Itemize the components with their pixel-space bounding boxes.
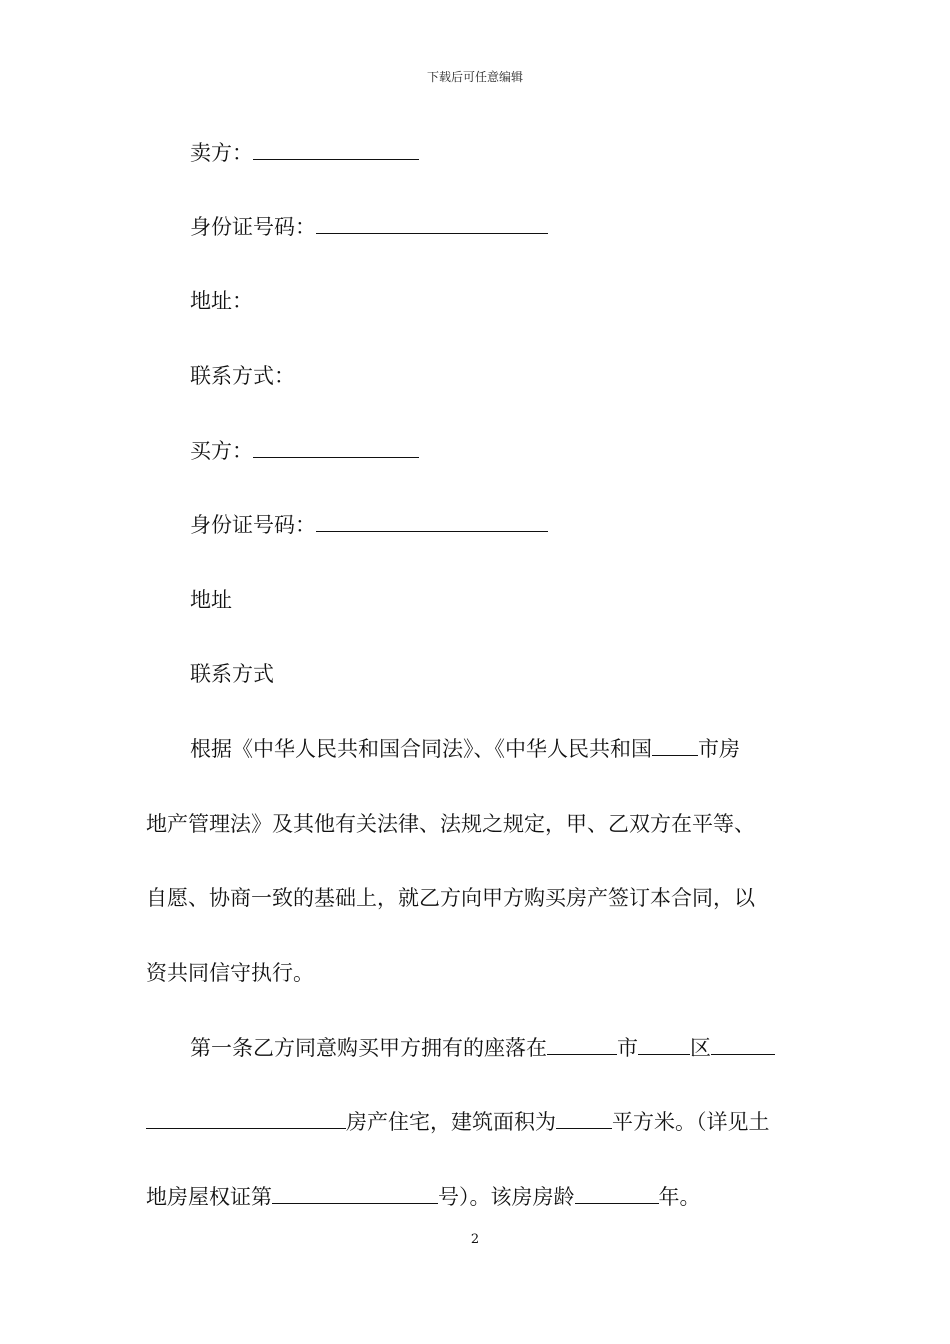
seller-address-label: 地址： bbox=[190, 289, 253, 313]
buyer-contact-label: 联系方式 bbox=[190, 662, 274, 686]
article1-age-blank[interactable] bbox=[575, 1183, 659, 1204]
article1-certificate-blank[interactable] bbox=[272, 1183, 438, 1204]
article1-line-2 bbox=[146, 1107, 770, 1137]
article1-district-blank[interactable] bbox=[638, 1034, 690, 1055]
article1-line-2-text: 房产住宅，建筑面积为 bbox=[346, 1110, 556, 1134]
article1-line-1-text: 第一条乙方同意购买甲方拥有的座落在 bbox=[190, 1036, 547, 1060]
buyer-label: 买方： bbox=[190, 439, 253, 463]
city-blank[interactable] bbox=[652, 735, 698, 756]
preamble-line-2: 地产管理法》及其他有关法律、法规之规定，甲、乙双方在平等、 bbox=[146, 812, 755, 836]
preamble-line-1 bbox=[190, 734, 740, 764]
seller-contact-label: 联系方式： bbox=[190, 364, 295, 388]
buyer-blank[interactable] bbox=[253, 437, 419, 458]
article1-city-blank[interactable] bbox=[547, 1034, 617, 1055]
preamble-line-1-end: 市房 bbox=[698, 737, 740, 761]
article1-district-label: 区 bbox=[690, 1036, 711, 1060]
buyer-id-line bbox=[190, 510, 548, 540]
article1-line-3-mid: 号）。该房房龄 bbox=[438, 1185, 575, 1209]
page-header: 下载后可任意编辑 bbox=[426, 70, 523, 84]
article1-address-blank[interactable] bbox=[146, 1108, 346, 1129]
seller-id-blank[interactable] bbox=[316, 213, 548, 234]
article1-street-blank[interactable] bbox=[711, 1034, 775, 1055]
article1-line-3 bbox=[146, 1182, 701, 1212]
page-number: 2 bbox=[470, 1232, 480, 1247]
article1-line-3-text: 地房屋权证第 bbox=[146, 1185, 272, 1209]
preamble-line-4: 资共同信守执行。 bbox=[146, 961, 314, 985]
buyer-line bbox=[190, 436, 419, 466]
article1-line-3-end: 年。 bbox=[658, 1185, 701, 1209]
seller-line bbox=[190, 138, 419, 168]
buyer-address-label: 地址 bbox=[190, 588, 232, 612]
seller-id-line bbox=[190, 212, 548, 242]
buyer-id-blank[interactable] bbox=[316, 511, 548, 532]
seller-label: 卖方： bbox=[190, 141, 253, 165]
preamble-line-3: 自愿、协商一致的基础上，就乙方向甲方购买房产签订本合同，以 bbox=[146, 886, 755, 910]
preamble-line-1-text: 根据《中华人民共和国合同法》、《中华人民共和国 bbox=[190, 737, 652, 761]
article1-line-2-end: 平方米。（详见土 bbox=[612, 1110, 770, 1134]
seller-blank[interactable] bbox=[253, 139, 419, 160]
article1-city-label: 市 bbox=[617, 1036, 638, 1060]
article1-area-blank[interactable] bbox=[556, 1108, 612, 1129]
article1-line-1 bbox=[190, 1033, 775, 1063]
buyer-id-label: 身份证号码： bbox=[190, 513, 316, 537]
seller-id-label: 身份证号码： bbox=[190, 215, 316, 239]
